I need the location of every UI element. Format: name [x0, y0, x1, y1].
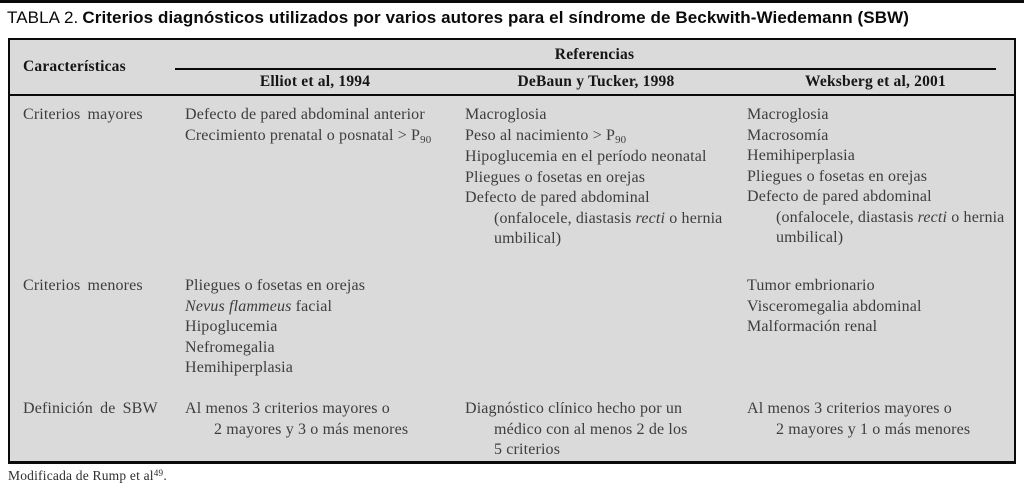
- header-references-group: [175, 40, 1014, 94]
- cell-line: umbilical): [776, 229, 844, 246]
- cell-line: Hipoglucemia: [185, 318, 278, 335]
- cell-line: 5 criterios: [494, 441, 561, 458]
- table-cell: [737, 105, 1014, 276]
- cell-line: Hemihiperplasia: [747, 147, 855, 164]
- row-label: Criterios mayores: [23, 106, 143, 123]
- criteria-table: [8, 38, 1016, 464]
- cell-line: Visceromegalia abdominal: [747, 297, 922, 315]
- table-cell: [455, 399, 737, 461]
- table-cell: [737, 276, 1014, 399]
- cell-line: (onfalocele, diastasis recti o hernia: [776, 208, 1005, 226]
- cell-line: Macroglosia: [465, 106, 547, 123]
- cell-line: Hipoglucemia en el período neonatal: [465, 148, 707, 165]
- header-author-weksberg: Weksberg et al, 2001: [805, 73, 946, 90]
- cell-line: (onfalocele, diastasis recti o hernia: [494, 209, 723, 227]
- table-row: [10, 276, 1014, 399]
- cell-line: Pliegues o fosetas en orejas: [465, 168, 646, 186]
- table-cell: [455, 105, 737, 276]
- row-label: Definición de SBW: [23, 400, 158, 417]
- cell-line: Macrosomía: [747, 126, 829, 144]
- cell-line: Al menos 3 criterios mayores o: [185, 400, 390, 417]
- table-row: [10, 105, 1014, 276]
- header-author-debaun: DeBaun y Tucker, 1998: [517, 73, 675, 90]
- row-label: Criterios menores: [23, 277, 143, 294]
- cell-line: Pliegues o fosetas en orejas: [185, 277, 366, 294]
- cell-line: Hemihiperplasia: [185, 359, 293, 376]
- cell-line: Defecto de pared abdominal: [465, 189, 650, 206]
- table-cell: [175, 105, 455, 276]
- cell-line: Nefromegalia: [185, 338, 275, 356]
- table-row: [10, 399, 1014, 461]
- table-cell: [737, 399, 1014, 461]
- table-title: [7, 8, 1017, 28]
- header-references: Referencias: [554, 46, 635, 63]
- cell-line: Macroglosia: [747, 106, 829, 123]
- cell-line: Crecimiento prenatal o posnatal > $P_{90}$: [185, 126, 432, 147]
- table-title-text: Criterios diagnósticos utilizados por varios autores para el síndrome de Beckwith-Wiedemann (SBW): [82, 8, 910, 27]
- top-rule-divider: [0, 0, 1024, 3]
- table-cell: [175, 276, 455, 399]
- cell-line: Malformación renal: [747, 318, 878, 335]
- cell-line: Nevus flammeus facial: [185, 297, 333, 315]
- header-author-elliot: Elliot et al, 1994: [259, 73, 371, 90]
- cell-line: 2 mayores y 1 o más menores: [776, 420, 971, 438]
- header-authors-row: [175, 70, 1014, 94]
- cell-line: Pliegues o fosetas en orejas: [747, 167, 928, 185]
- table-number-label: TABLA 2.: [7, 8, 79, 27]
- cell-line: 2 mayores y 3 o más menores: [214, 420, 409, 438]
- table-cell: [455, 276, 737, 399]
- cell-line: médico con al menos 2 de los: [494, 420, 688, 438]
- cell-line: Tumor embrionario: [747, 277, 875, 294]
- table-header: [10, 40, 1014, 96]
- cell-line: Diagnóstico clínico hecho por un: [465, 400, 683, 417]
- footnote: Modificada de Rump et $al^{49}$.: [8, 467, 167, 483]
- header-characteristics: Características: [23, 58, 126, 75]
- cell-line: Al menos 3 criterios mayores o: [747, 400, 952, 417]
- cell-line: Defecto de pared abdominal anterior: [185, 106, 425, 123]
- cell-line: Peso al nacimiento > $P_{90}$: [465, 126, 627, 147]
- cell-line: Defecto de pared abdominal: [747, 188, 932, 205]
- cell-line: umbilical): [494, 230, 562, 247]
- table-body: [10, 96, 1014, 461]
- table-cell: [175, 399, 455, 461]
